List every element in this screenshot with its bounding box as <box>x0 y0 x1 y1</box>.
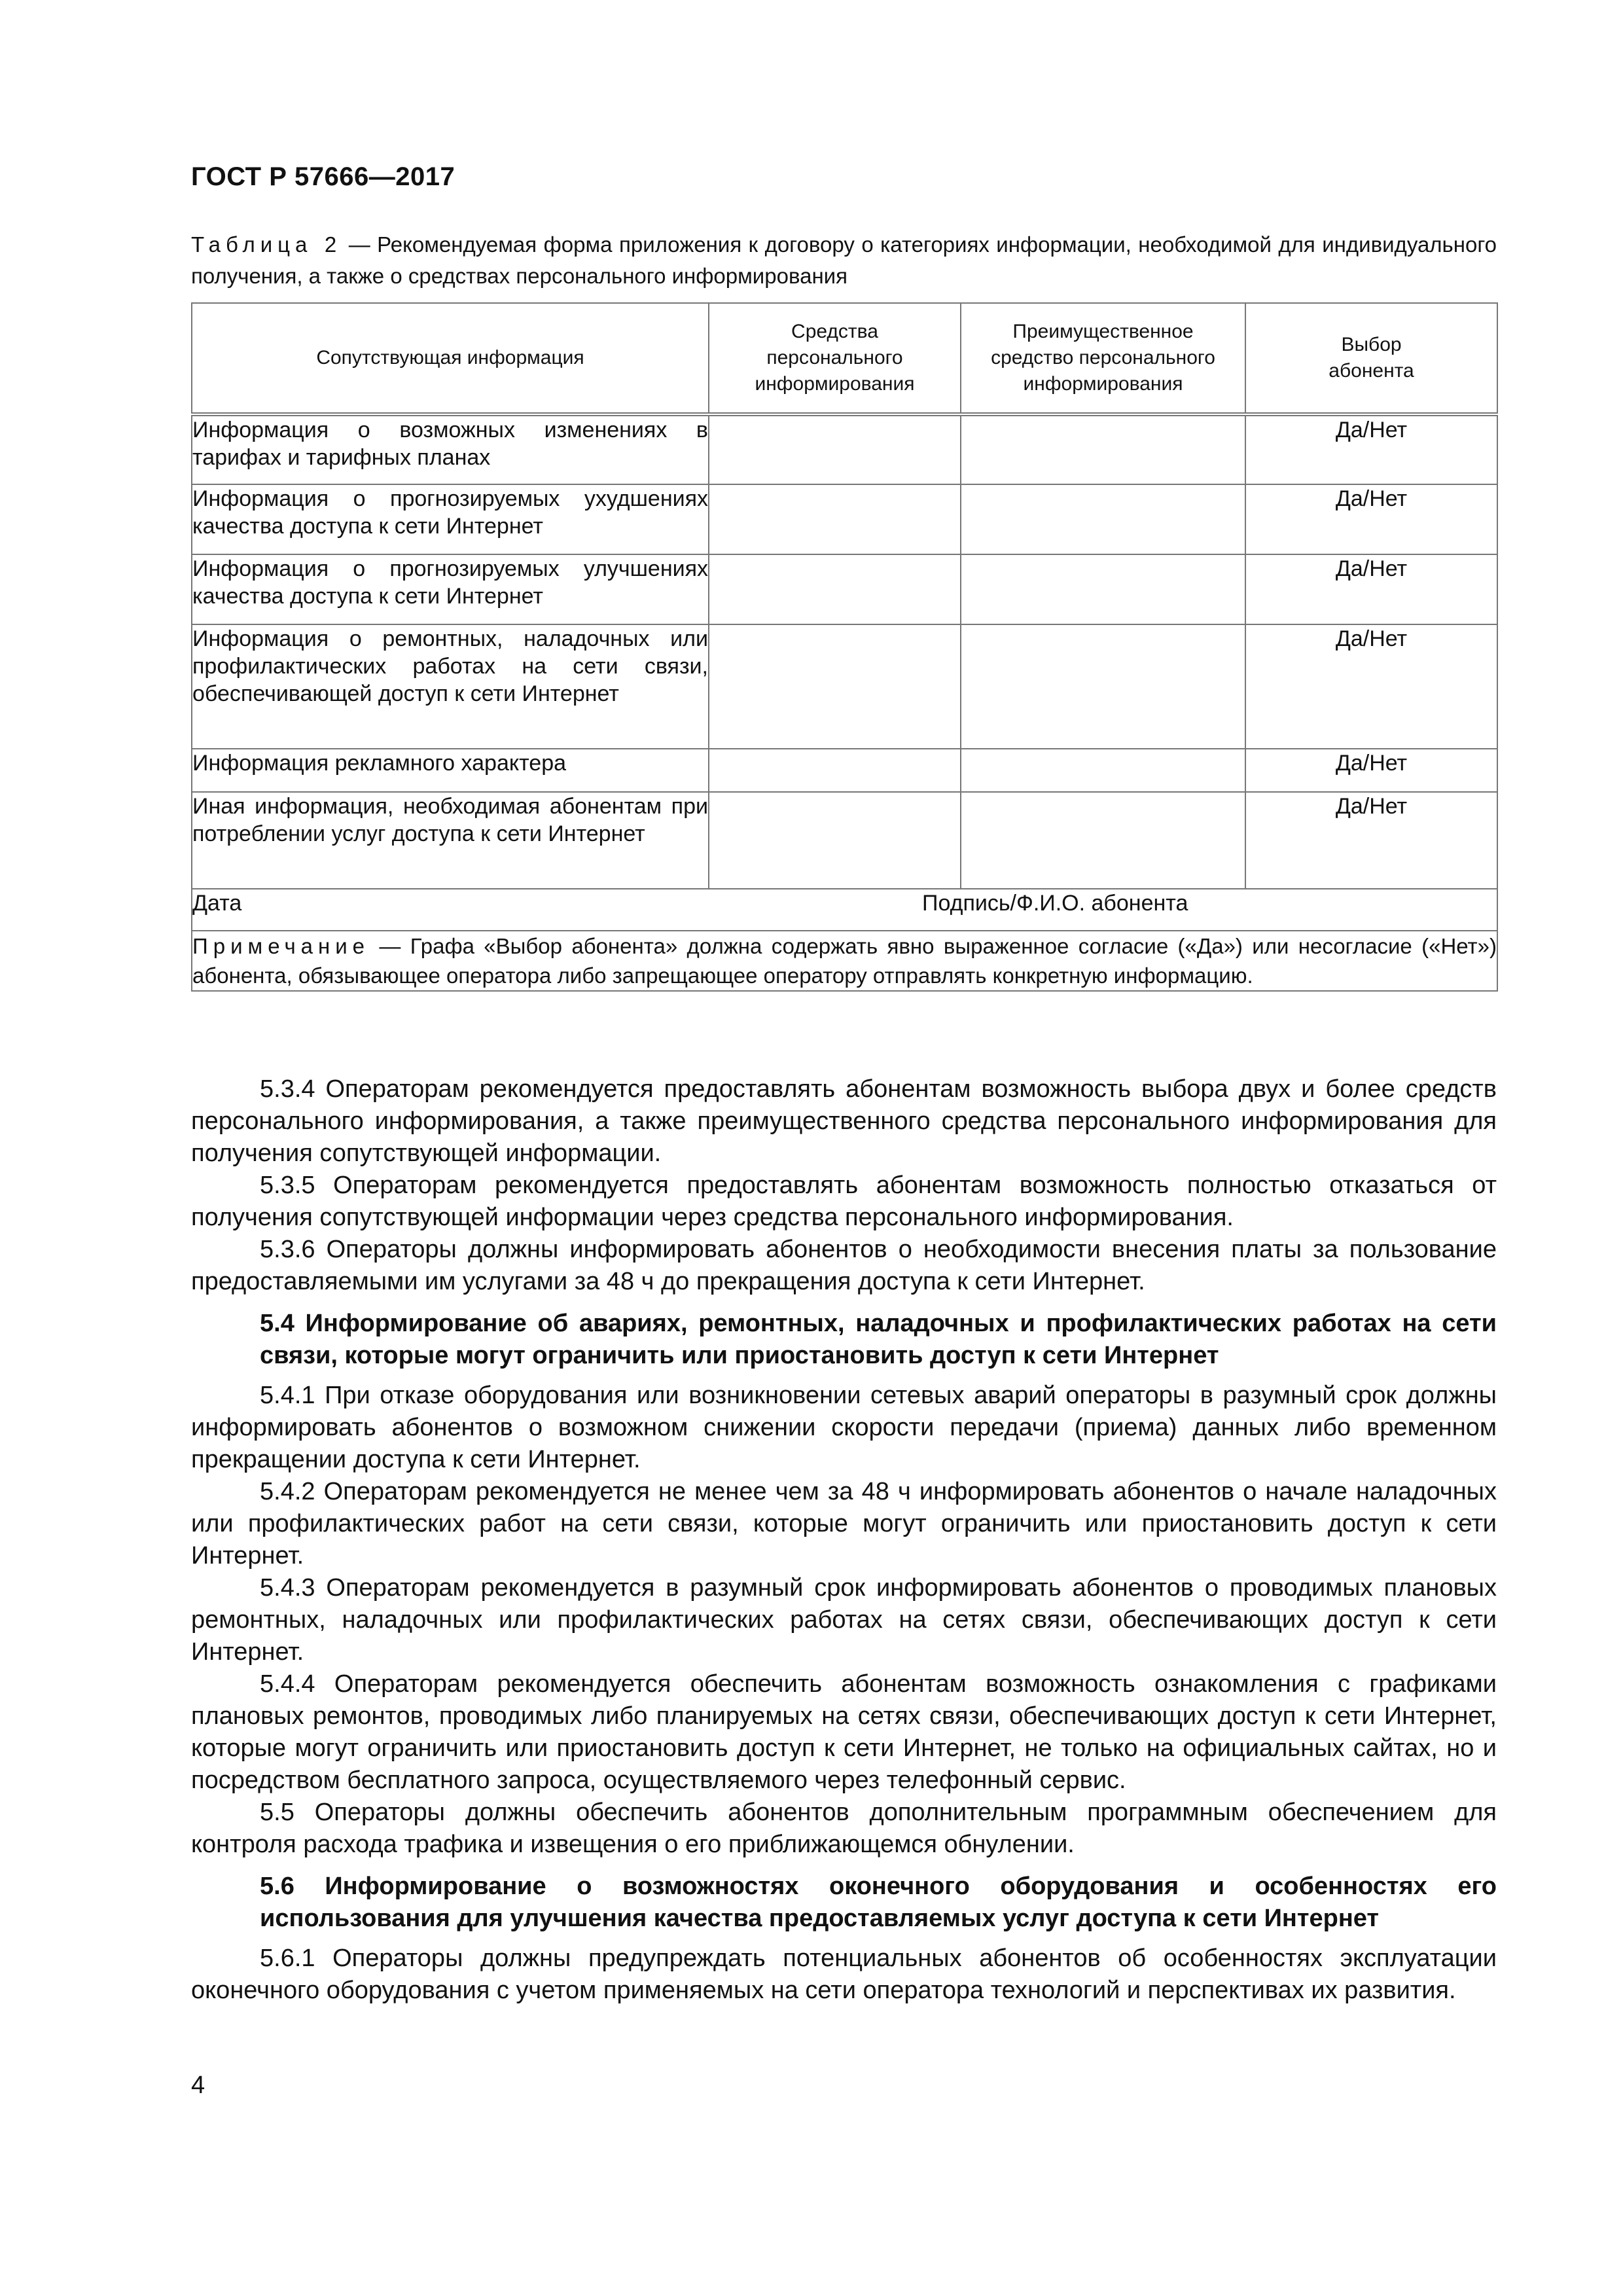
row-preferred-cell <box>961 484 1245 554</box>
row-choice-cell: Да/Нет <box>1245 484 1497 554</box>
paragraph-5-3-4: 5.3.4 Операторам рекомендуется предоставлять абонентам возможность выбора двух и более средств персонального информирования, а также преимущественного средства персонального информирования для получения сопутствующей информации. <box>191 1075 1497 1167</box>
info-category-table <box>191 302 1498 992</box>
row-preferred-cell <box>961 624 1245 749</box>
note-prefix: Примечание <box>192 934 370 958</box>
row-choice-cell: Да/Нет <box>1245 792 1497 889</box>
table-caption <box>191 229 1497 292</box>
date-signature-cell <box>192 889 1497 931</box>
table-header-row <box>192 303 1497 414</box>
table-row <box>192 554 1497 624</box>
row-preferred-cell <box>961 749 1245 792</box>
row-means-cell <box>709 414 961 484</box>
note-row <box>192 931 1497 991</box>
table-row <box>192 749 1497 792</box>
column-header-info: Сопутствующая информация <box>192 303 709 414</box>
note-cell <box>192 931 1497 991</box>
paragraph-5-4-4: 5.4.4 Операторам рекомендуется обеспечить абонентам возможность ознакомления с графиками плановых ремонтов, проводимых либо планируемых на сетях связи, обеспечивающих доступ к сети Интернет, которые могут ограничить или приостановить доступ к сети Интернет, не только на официальных сайтах, но и посредством бесплатного запроса, осуществляемого через телефонный сервис. <box>191 1670 1497 1794</box>
row-preferred-cell <box>961 792 1245 889</box>
table-row <box>192 624 1497 749</box>
table-row <box>192 484 1497 554</box>
row-choice-cell: Да/Нет <box>1245 749 1497 792</box>
paragraph-5-4-1: 5.4.1 При отказе оборудования или возникновении сетевых аварий операторы в разумный срок должны информировать абонентов о возможном снижении скорости передачи (приема) данных либо временном прекращении доступа к сети Интернет. <box>191 1382 1497 1473</box>
row-choice-cell: Да/Нет <box>1245 554 1497 624</box>
document-header: ГОСТ Р 57666—2017 <box>191 162 455 191</box>
row-means-cell <box>709 792 961 889</box>
signature-label: Подпись/Ф.И.О. абонента <box>922 891 1188 916</box>
row-choice-cell: Да/Нет <box>1245 414 1497 484</box>
paragraph-5-3-5: 5.3.5 Операторам рекомендуется предоставлять абонентам возможность полностью отказаться от получения сопутствующей информации через средства персонального информирования. <box>191 1172 1497 1231</box>
row-choice-cell: Да/Нет <box>1245 624 1497 749</box>
column-header-means: Средства персонального информирования <box>709 303 961 414</box>
row-means-cell <box>709 749 961 792</box>
date-signature-row <box>192 889 1497 931</box>
table-caption-text: — Рекомендуемая форма приложения к договору о категориях информации, необходимой для индивидуального получения, а также о средствах персонального информирования <box>191 232 1497 288</box>
row-info-cell: Иная информация, необходимая абонентам при потреблении услуг доступа к сети Интернет <box>192 792 709 889</box>
paragraph-5-3-6: 5.3.6 Операторы должны информировать абонентов о необходимости внесения платы за пользование предоставляемыми им услугами за 48 ч до прекращения доступа к сети Интернет. <box>191 1236 1497 1295</box>
row-info-cell: Информация о прогнозируемых ухудшениях качества доступа к сети Интернет <box>192 484 709 554</box>
section-heading-5-4: 5.4 Информирование об авариях, ремонтных, наладочных и профилактических работах на сети связи, которые могут ограничить или приостановить доступ к сети Интернет <box>260 1310 1497 1369</box>
table-row <box>192 414 1497 484</box>
row-info-cell: Информация о ремонтных, наладочных или профилактических работах на сети связи, обеспечивающей доступ к сети Интернет <box>192 624 709 749</box>
table-row <box>192 792 1497 889</box>
date-label: Дата <box>192 891 242 916</box>
row-info-cell: Информация о прогнозируемых улучшениях качества доступа к сети Интернет <box>192 554 709 624</box>
body-text <box>191 1073 1497 2007</box>
column-header-preferred: Преимущественное средство персонального информирования <box>961 303 1245 414</box>
row-preferred-cell <box>961 554 1245 624</box>
row-means-cell <box>709 554 961 624</box>
table-caption-prefix: Таблица 2 <box>191 232 342 257</box>
page-number: 4 <box>191 2072 205 2099</box>
row-preferred-cell <box>961 414 1245 484</box>
row-means-cell <box>709 624 961 749</box>
row-means-cell <box>709 484 961 554</box>
paragraph-5-4-3: 5.4.3 Операторам рекомендуется в разумный срок информировать абонентов о проводимых плановых ремонтных, наладочных или профилактических работах на сетях связи, обеспечивающих доступ к сети Интернет. <box>191 1574 1497 1666</box>
paragraph-5-6-1: 5.6.1 Операторы должны предупреждать потенциальных абонентов об особенностях эксплуатации оконечного оборудования с учетом применяемых на сети оператора технологий и перспективах их развития. <box>191 1945 1497 2004</box>
paragraph-5-5: 5.5 Операторы должны обеспечить абонентов дополнительным программным обеспечением для контроля расхода трафика и извещения о его приближающемся обнулении. <box>191 1799 1497 1858</box>
note-text: — Графа «Выбор абонента» должна содержать явно выраженное согласие («Да») или несогласие («Нет») абонента, обязывающее оператора либо запрещающее оператору отправлять конкретную информацию. <box>192 934 1497 988</box>
section-heading-5-6: 5.6 Информирование о возможностях оконечного оборудования и особенностях его использования для улучшения качества предоставляемых услуг доступа к сети Интернет <box>260 1873 1497 1932</box>
row-info-cell: Информация рекламного характера <box>192 749 709 792</box>
column-header-choice: Выбор абонента <box>1245 303 1497 414</box>
paragraph-5-4-2: 5.4.2 Операторам рекомендуется не менее чем за 48 ч информировать абонентов о начале наладочных или профилактических работ на сети связи, которые могут ограничить или приостановить доступ к сети Интернет. <box>191 1478 1497 1570</box>
row-info-cell: Информация о возможных изменениях в тарифах и тарифных планах <box>192 414 709 484</box>
